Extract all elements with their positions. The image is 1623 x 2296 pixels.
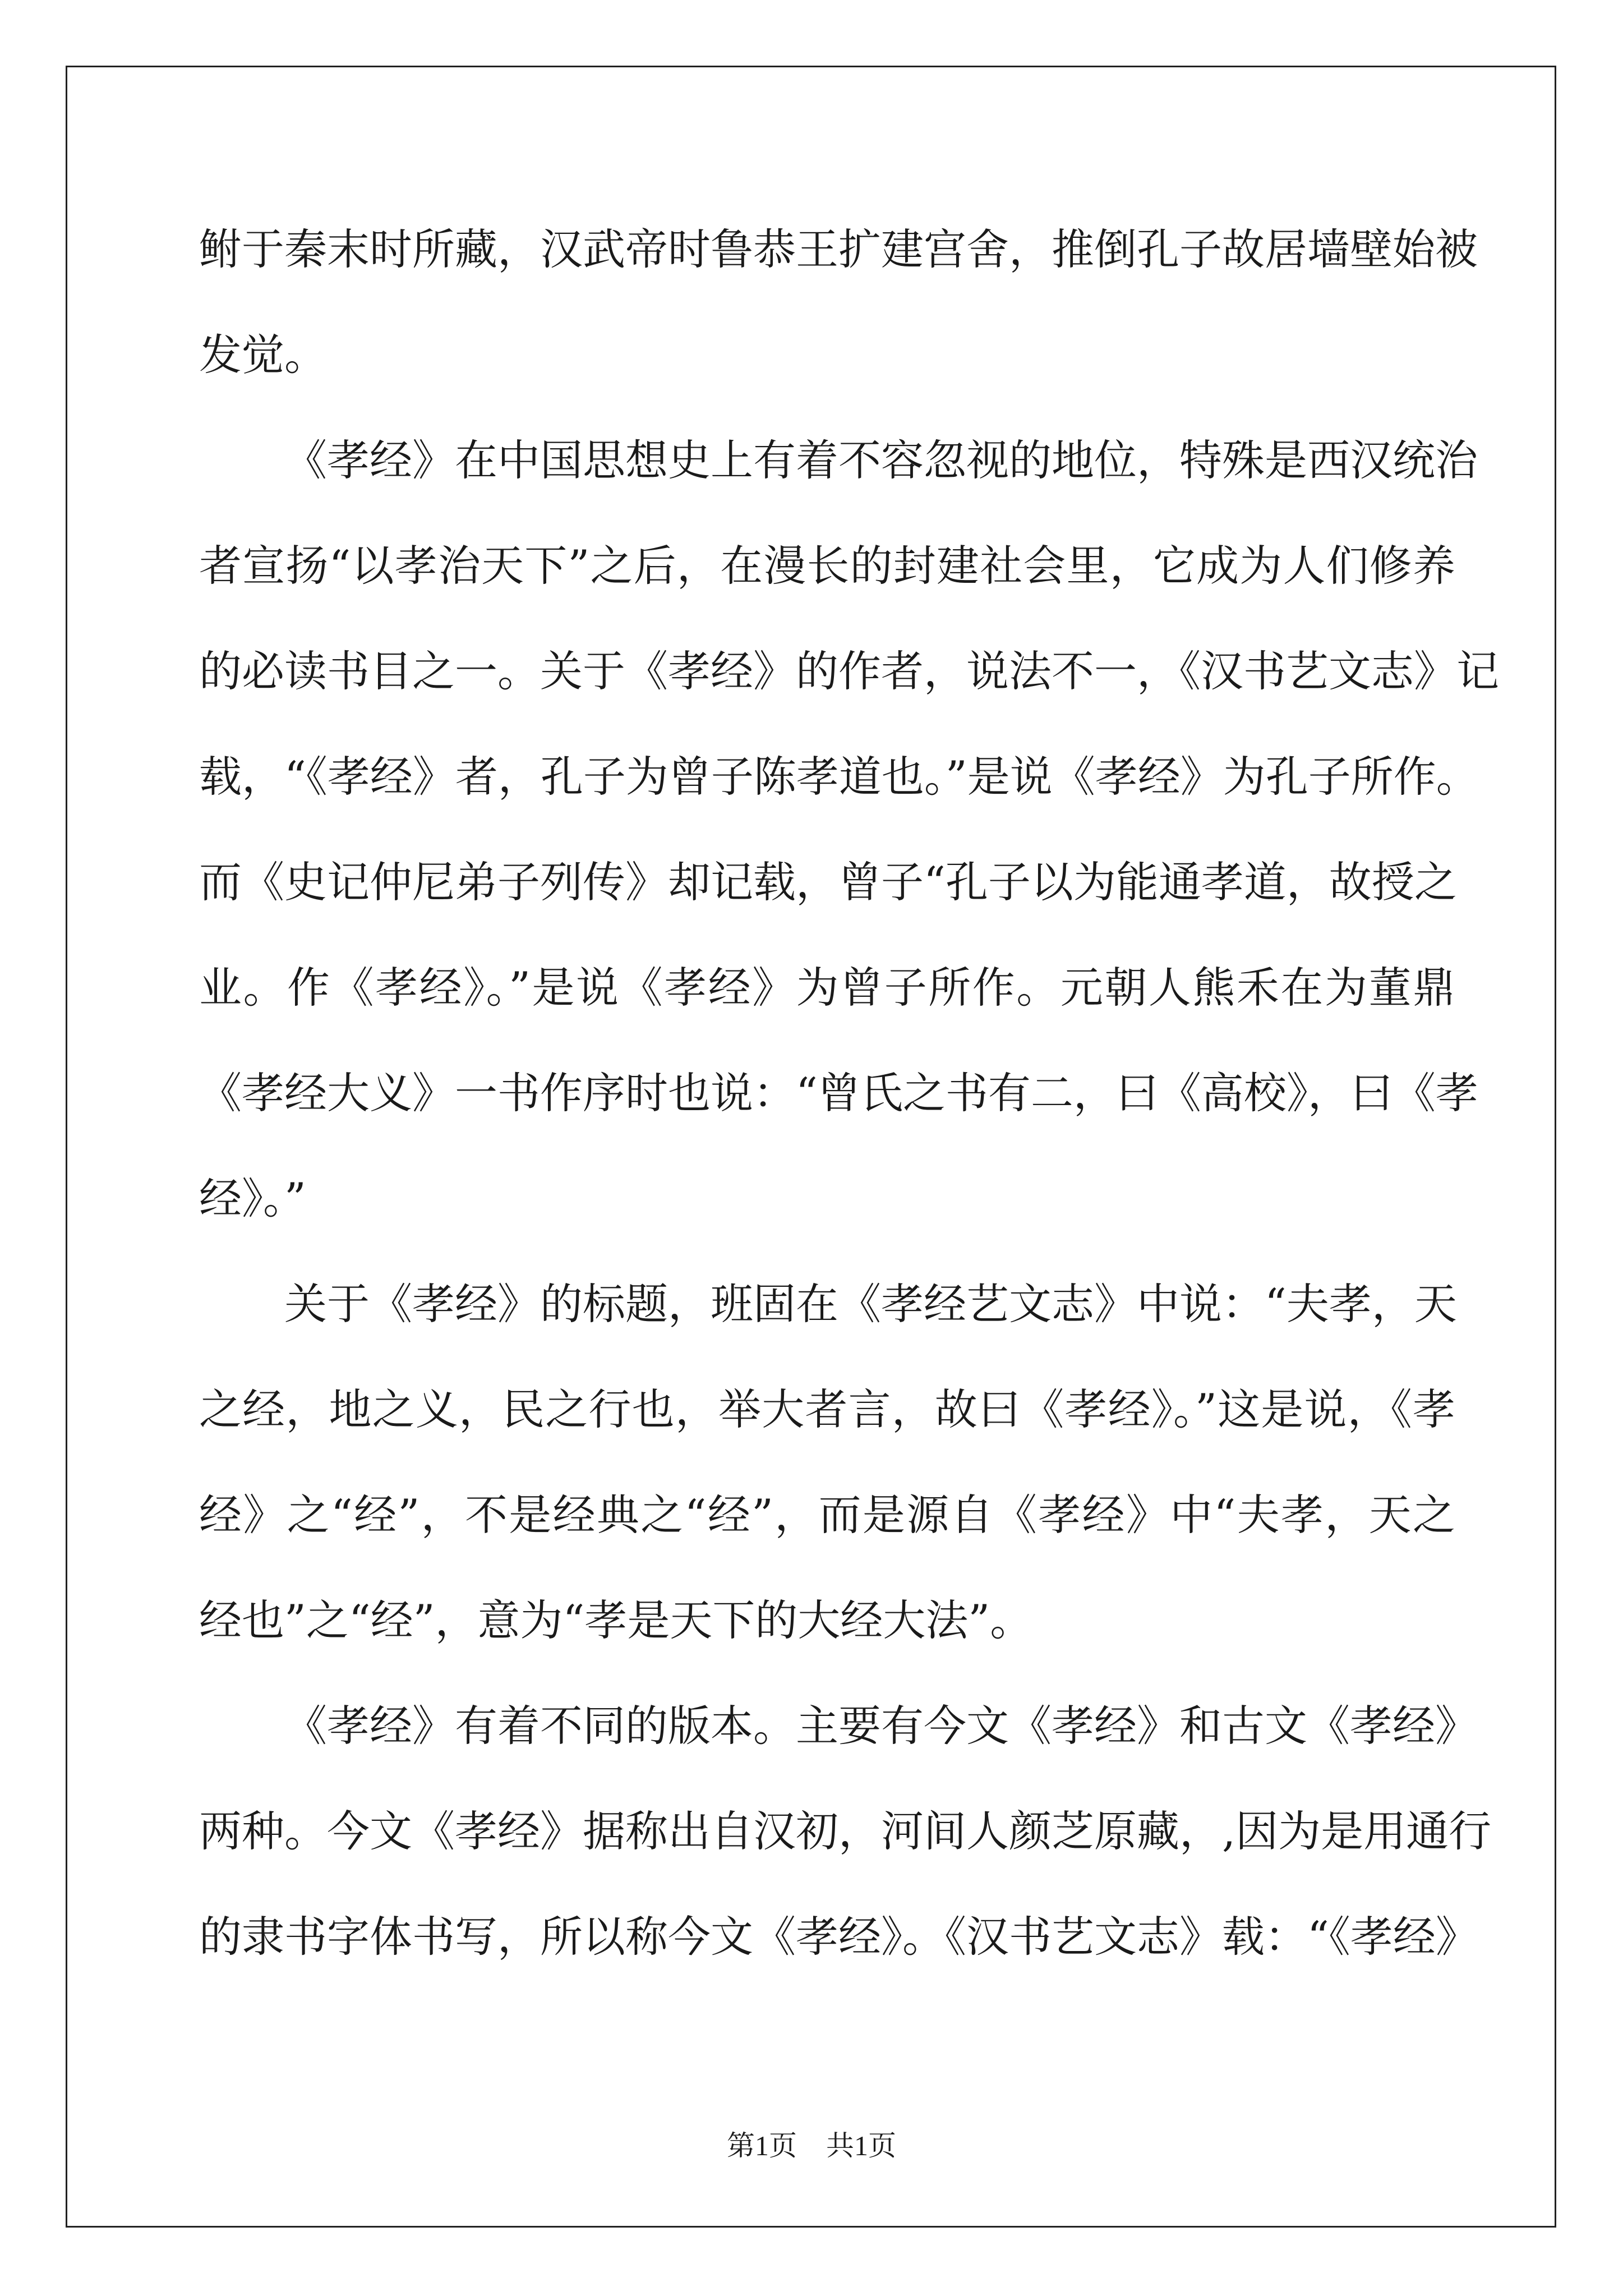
text-line: 经》之“经”，不是经典之“经”，而是源自《孝经》中“夫孝，天之 bbox=[199, 1490, 1455, 1540]
text-line: 鲋于秦末时所藏，汉武帝时鲁恭王扩建宫舍，推倒孔子故居墙壁始被 bbox=[199, 224, 1478, 274]
text-line: 载，“《孝经》者，孔子为曾子陈孝道也。”是说《孝经》为孔子所作。 bbox=[199, 752, 1479, 802]
text-line: 发觉。 bbox=[199, 330, 327, 380]
paragraph-start-line: 《孝经》有着不同的版本。主要有今文《孝经》和古文《孝经》 bbox=[284, 1701, 1478, 1751]
text-line: 的隶书字体书写，所以称今文《孝经》。《汉书艺文志》载：“《孝经》 bbox=[199, 1912, 1478, 1962]
page-footer bbox=[0, 2129, 1623, 2162]
page-total: 共1页 bbox=[826, 2130, 896, 2161]
text-line: 而《史记仲尼弟子列传》却记载，曾子“孔子以为能通孝道，故授之 bbox=[199, 857, 1457, 907]
text-line: 之经，地之义，民之行也，举大者言，故曰《孝经》。”这是说，《孝 bbox=[199, 1384, 1455, 1434]
document-body bbox=[199, 216, 1499, 2009]
paragraph-start-line: 《孝经》在中国思想史上有着不容忽视的地位，特殊是西汉统治 bbox=[284, 435, 1478, 485]
text-line: 的必读书目之一。关于《孝经》的作者，说法不一，《汉书艺文志》记 bbox=[199, 646, 1499, 696]
text-line: 两种。今文《孝经》据称出自汉初，河间人颜芝原藏，,因为是用通行 bbox=[199, 1806, 1492, 1856]
text-line: 《孝经大义》一书作序时也说：“曾氏之书有二，曰《高校》，曰《孝 bbox=[199, 1068, 1478, 1118]
page-number: 第1页 bbox=[727, 2130, 797, 2161]
text-line: 者宣扬“以孝治天下”之后，在漫长的封建社会里，它成为人们修养 bbox=[199, 541, 1455, 591]
text-line: 经也”之“经”，意为“孝是天下的大经大法”。 bbox=[199, 1595, 1033, 1645]
paragraph-start-line: 关于《孝经》的标题，班固在《孝经艺文志》中说：“夫孝，天 bbox=[284, 1279, 1457, 1329]
text-line: 经》。” bbox=[199, 1174, 306, 1223]
text-line: 业。作《孝经》。”是说《孝经》为曾子所作。元朝人熊禾在为董鼎 bbox=[199, 963, 1455, 1013]
